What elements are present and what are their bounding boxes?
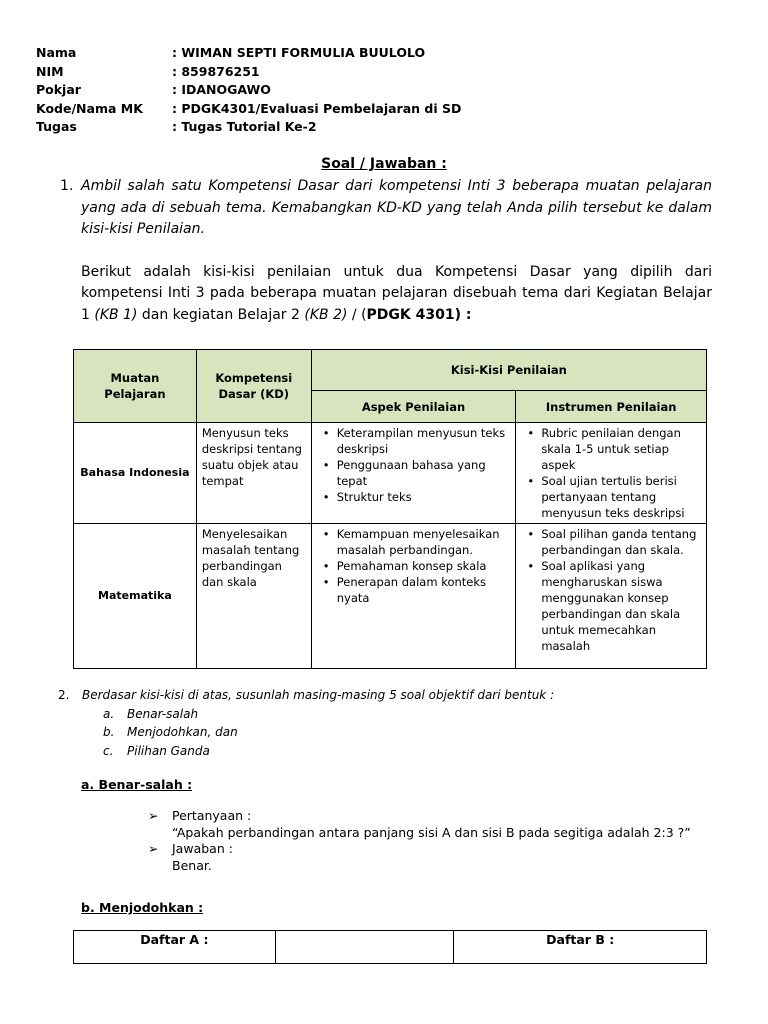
list-item: • Rubric penilaian dengan skala 1-5 untuk setiap aspek [521,425,701,473]
identity-key: Tugas [36,119,77,134]
answer-part: / ( [347,306,367,323]
list-item: • Penerapan dalam konteks nyata [317,574,511,606]
list-item: • Keterampilan menyusun teks deskripsi [317,425,511,457]
header-kisi: Kisi-Kisi Penilaian [311,350,706,391]
instrumen-list [521,526,701,654]
column-b-header: Daftar B : [454,931,707,964]
identity-key: Pokjar [36,82,81,97]
answer-content: Benar. [172,857,212,873]
cell-kd: Menyelesaikan masalah tentang perbandingan dan skala [196,524,311,669]
answer-part: dan kegiatan Belajar 2 [137,306,305,323]
question-text: Ambil salah satu Kompetensi Dasar dari kompetensi Inti 3 beberapa muatan pelajaran yang ada di sebuah tema. Kemabangkan KD-KD yang telah Anda pilih tersebut ke dalam kisi-kisi Penilaian. [81,178,712,237]
identity-key: Kode/Nama MK [36,100,143,116]
identity-key: Nama [36,45,77,60]
question-text: Berdasar kisi-kisi di atas, susunlah masing-masing 5 soal objektif dari bentuk : [82,688,555,702]
question-item [148,808,708,841]
option-text: Benar-salah [127,706,199,721]
question-number: 1. [60,178,74,194]
answer-label: Jawaban : [172,841,233,856]
list-item: • Soal aplikasi yang mengharuskan siswa menggunakan konsep perbandingan dan skala untuk memecahkan masalah [521,558,701,654]
cell-muatan: Bahasa Indonesia [74,423,197,524]
option-item [103,742,718,761]
cell-instrumen [516,524,707,669]
arrow-bullet-icon: ➢ [148,808,159,823]
table-row [74,423,707,524]
aspek-list [317,526,511,606]
option-text: Menjodohkan, dan [127,725,238,739]
option-item [103,723,718,742]
answer-part: Berikut adalah kisi-kisi penilaian untuk dua Kompetensi Dasar yang dipilih dari kompetensi Inti 3 pada beberapa muatan pelajaran disebuah tema dari Kegiatan Belajar 1 [81,263,712,323]
option-letter: a. [103,706,115,721]
identity-value: : PDGK4301/Evaluasi Pembelajaran di SD [172,100,462,116]
identity-value: : IDANOGAWO [172,82,271,97]
list-item: • Struktur teks [317,489,511,505]
cell-kd: Menyusun teks deskripsi tentang suatu objek atau tempat [196,423,311,524]
identity-row [36,118,716,137]
cell-aspek [311,524,516,669]
option-letter: c. [103,743,114,758]
kb2-label: (KB 2) [304,306,348,323]
identity-value: : 859876251 [172,63,260,79]
option-text: Pilihan Ganda [127,743,210,758]
list-item: • Soal pilihan ganda tentang perbandingan dan skala. [521,526,701,558]
table-row [74,524,707,669]
list-item: • Kemampuan menyelesaikan masalah perbandingan. [317,526,511,558]
header-kd: Kompetensi Dasar (KD) [196,350,311,423]
identity-value: : WIMAN SEPTI FORMULIA BUULOLO [172,45,426,60]
question-1 [60,176,712,326]
header-instrumen: Instrumen Penilaian [516,391,707,423]
list-item: • Penggunaan bahasa yang tepat [317,457,511,489]
section-heading: b. Menjodohkan : [81,900,204,915]
course-code: PDGK 4301) : [366,306,472,323]
identity-key: NIM [36,63,64,79]
cell-aspek [311,423,516,524]
identity-block [36,44,716,137]
option-item [103,705,718,724]
answer-item [148,841,708,874]
list-item: • Pemahaman konsep skala [317,558,511,574]
kisi-kisi-table [73,349,707,669]
cell-instrumen [516,423,707,524]
identity-row [36,100,716,119]
matching-table [73,930,707,964]
instrumen-list [521,425,701,521]
question-content: “Apakah perbandingan antara panjang sisi A dan sisi B pada segitiga adalah 2:3 ?” [172,824,691,840]
column-blank [275,931,454,964]
option-list [103,705,718,761]
arrow-bullet-icon: ➢ [148,841,159,856]
question-number: 2. [58,688,70,702]
section-heading: a. Benar-salah : [81,777,193,792]
aspek-list [317,425,511,505]
header-aspek: Aspek Penilaian [311,391,516,423]
question-label: Pertanyaan : [172,808,252,823]
cell-muatan: Matematika [74,524,197,669]
option-letter: b. [103,725,115,739]
kb1-label: (KB 1) [94,306,138,323]
true-false-item [148,808,708,874]
identity-row [36,63,716,82]
answer-text [81,262,712,327]
identity-row [36,81,716,100]
header-muatan: Muatan Pelajaran [74,350,197,423]
identity-value: : Tugas Tutorial Ke-2 [172,119,317,134]
identity-row [36,44,716,63]
column-a-header: Daftar A : [74,931,276,964]
list-item: • Soal ujian tertulis berisi pertanyaan tentang menyusun teks deskripsi [521,473,701,521]
question-2 [58,686,718,760]
page-title: Soal / Jawaban : [321,156,447,172]
